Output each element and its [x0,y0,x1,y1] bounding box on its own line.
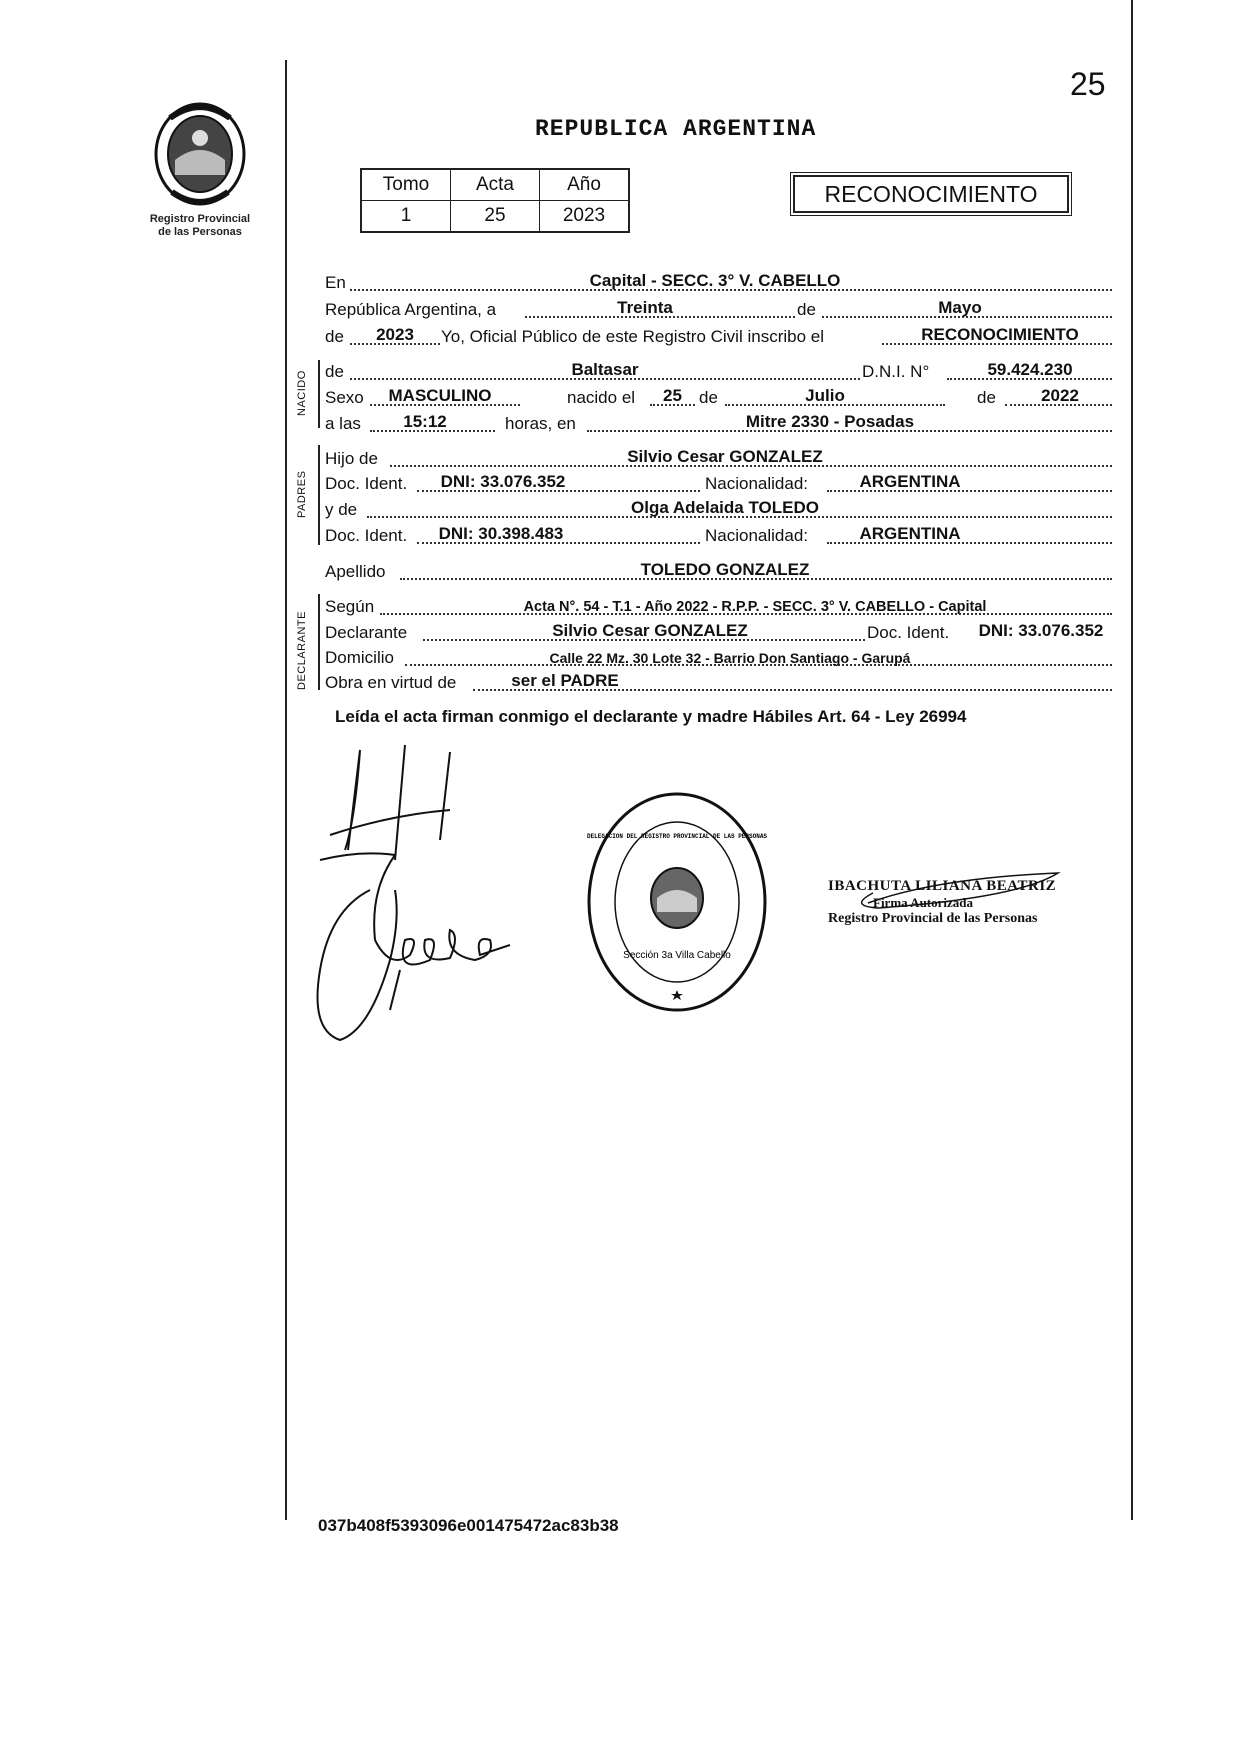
year-value: 2023 [376,325,414,344]
inscribo-value: RECONOCIMIENTO [921,325,1079,344]
nac1-label: Nacionalidad: [705,474,809,493]
time-value: 15:12 [403,412,447,431]
seal-caption-2: de las Personas [158,226,242,238]
row-doc2 [325,523,1112,548]
document-hash: 037b408f5393096e001475472ac83b38 [318,1516,619,1535]
register-header-ano: Año [540,169,630,201]
name-value: Baltasar [571,360,639,379]
section-divider-parents [318,445,320,545]
row-en [325,270,1112,295]
de-year-label: de [325,327,344,346]
official-title: Firma Autorizada [873,895,974,910]
doc3-label: Doc. Ident. [867,623,950,642]
month-value: Mayo [938,298,982,317]
doc1-label: Doc. Ident. [325,474,408,493]
de-birth-year-label: de [977,388,996,407]
seal-caption-1: Registro Provincial [149,213,251,225]
closing-statement: Leída el acta firman conmigo el declarante y madre Hábiles Art. 64 - Ley 26994 [335,707,967,726]
provincial-seal [140,100,260,239]
de-birth-month-label: de [699,388,718,407]
republic-label: República Argentina, a [325,300,497,319]
official-signature-block [828,878,1078,927]
doc3-value: DNI: 33.076.352 [978,621,1104,640]
official-stamp [585,790,770,1015]
official-office: Registro Provincial de las Personas [828,911,1038,926]
domicilio-label: Domicilio [325,648,394,667]
place-value: Mitre 2330 - Posadas [745,412,915,431]
obra-value: ser el PADRE [511,671,619,690]
row-apellido [325,559,1112,584]
nac1-value: ARGENTINA [859,472,961,491]
register-header-acta: Acta [451,169,540,201]
official-name: IBACHUTA LILIANA BEATRIZ [828,878,1057,894]
sexo-label: Sexo [325,388,364,407]
doc2-value: DNI: 30.398.483 [438,524,564,543]
register-header-tomo: Tomo [361,169,451,201]
dni-value: 59.424.230 [987,360,1073,379]
obra-label: Obra en virtud de [325,673,457,692]
register-header-row [361,169,629,201]
domicilio-value: Calle 22 Mz. 30 Lote 32 - Barrio Don Santiago - Garupá [549,650,911,666]
doc1-value: DNI: 33.076.352 [440,472,566,491]
declarante-value: Silvio Cesar GONZALEZ [552,621,748,640]
mother-value: Olga Adelaida TOLEDO [631,498,819,517]
nacido-label: nacido el [567,388,636,407]
hijo-label: Hijo de [325,449,378,468]
provincial-coat-of-arms-icon [150,100,250,208]
father-value: Silvio Cesar GONZALEZ [627,447,823,466]
row-madre [325,497,1112,522]
apellido-value: TOLEDO GONZALEZ [640,560,810,579]
register-value-tomo: 1 [361,201,451,233]
section-divider-born [318,360,320,428]
row-fecha [325,297,1112,322]
act-type-box: RECONOCIMIENTO [793,175,1069,213]
row-hora [325,411,1112,436]
stamp-ring-text: DELEGACION DEL REGISTRO PROVINCIAL DE LAS PERSONAS [586,833,768,840]
row-sexo [325,385,1112,410]
en-label: En [325,273,346,292]
alas-label: a las [325,414,361,433]
birth-day-value: 25 [663,386,682,405]
row-doc1 [325,471,1112,496]
birth-month-value: Julio [805,386,845,405]
doc2-label: Doc. Ident. [325,526,408,545]
de-month-label: de [797,300,816,319]
register-value-ano: 2023 [540,201,630,233]
sexo-value: MASCULINO [388,386,492,405]
horas-label: horas, en [505,414,576,433]
yde-label: y de [325,500,358,519]
row-domicilio [325,645,1112,670]
declarante-label: Declarante [325,623,408,642]
document-title: REPUBLICA ARGENTINA [535,116,817,142]
row-hijo [325,446,1112,471]
page-number: 25 [1070,66,1106,102]
day-value: Treinta [617,298,673,317]
left-margin-line [285,60,287,1520]
birth-year-value: 2022 [1041,386,1079,405]
en-value: Capital - SECC. 3° V. CABELLO [589,271,841,290]
nac2-value: ARGENTINA [859,524,961,543]
declarant-signature [300,740,530,1060]
segun-value: Acta N°. 54 - T.1 - Año 2022 - R.P.P. - SECC. 3° V. CABELLO - Capital [523,599,987,615]
register-value-row [361,201,629,233]
row-segun [325,594,1112,619]
row-declarante [325,620,1112,645]
section-label-born: NACIDO [296,370,308,416]
register-value-acta: 25 [451,201,540,233]
row-inscribo [325,324,1112,349]
section-label-declarant: DECLARANTE [296,611,308,690]
row-nombre [325,359,1112,384]
inscribo-label: Yo, Oficial Público de este Registro Civil inscribo el [441,327,824,346]
segun-label: Según [325,597,375,616]
official-signature-scribble [818,868,1078,923]
row-obra [325,670,1112,695]
dni-label: D.N.I. N° [862,362,930,381]
de-name-label: de [325,362,344,381]
apellido-label: Apellido [325,562,386,581]
right-margin-line [1131,0,1133,1520]
section-label-parents: PADRES [296,470,308,518]
register-table [360,168,630,233]
nac2-label: Nacionalidad: [705,526,809,545]
stamp-inner-text: Sección 3a Villa Cabello [623,950,731,961]
section-divider-declarant [318,594,320,690]
